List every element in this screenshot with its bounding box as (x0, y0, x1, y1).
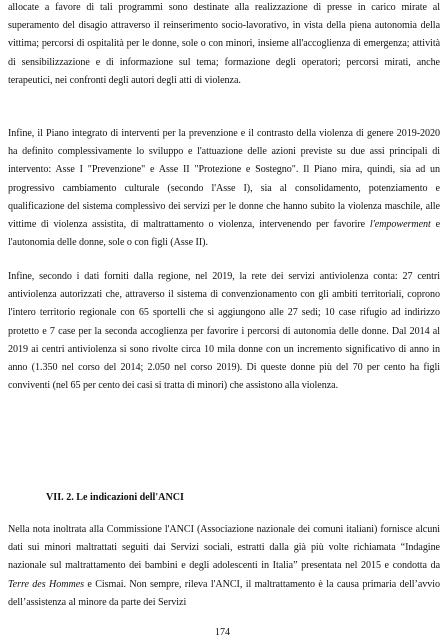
paragraph-programmi (8, 0, 440, 90)
terre-des-hommes-name: Terre des Hommes (8, 578, 85, 590)
paragraph-anci-nota-text-start: Nella nota inoltrata alla Commissione l'ANCI (Associazione nazionale dei comuni italiani) fornisce alcuni dati sui minori maltrattati seguiti dai Servizi sociali, estratti dalla già più volte richiamata “Indagine nazionale sul maltrattamento dei bambini e degli adolescenti in Italia” presentata nel 2015 e condotta da (8, 524, 440, 572)
empowerment-term: l'empowerment (369, 219, 431, 231)
paragraph-anci-nota-text-end: e Cismai. Non sempre, rileva l'ANCI, il maltrattamento è la causa primaria dell’avvio dell’assistenza al minore da parte dei Servizi (8, 578, 441, 608)
section-heading: VII. 2. Le indicazioni dell'ANCI (46, 492, 184, 503)
paragraph-programmi-text: allocate a favore di tali programmi sono destinate alla realizzazione di presse in carico mirate al superamento del disagio attraverso il reinserimento socio-lavorativo, in vista della piena autonomia della vittima; percorsi di ospitalità per le donne, sole o con minori, insieme all'accoglienza di emergenza; attività di sensibilizzazione e di informazione sul tema; formazione degli operatori; percorsi mirati, anche terapeutici, nei confronti degli autori degli atti di violenza. (8, 2, 440, 86)
paragraph-piano-integrato-text-end: e l'autonomia delle donne, sole o con figli (Asse II). (8, 219, 440, 249)
paragraph-rete-servizi-text: Infine, secondo i dati forniti dalla regione, nel 2019, la rete dei servizi antiviolenza conta: 27 centri antiviolenza autorizzati che, attraverso il sistema di convenzionamento con gli ambiti territoriali, coprono l'intero territorio regionale con 65 sportelli che si aggiungono alle 27 sedi; 10 case rifugio ad indirizzo protetto e 7 case per la seconda accoglienza per favorire i percorsi di autonomia delle donne. Dal 2014 al 2019 ai centri antiviolenza si sono rivolte circa 10 mila donne con un incremento significativo di anno in anno (1.350 nel corso del 2014; 2.050 nel corso 2019). Di queste donne più del 70 per cento ha figli conviventi (nel 65 per cento dei casi si tratta di minori) che assistono alla violenza. (8, 271, 440, 392)
paragraph-anci-nota (8, 521, 440, 612)
page-number: 174 (214, 627, 231, 638)
paragraph-rete-servizi (8, 268, 440, 395)
paragraph-piano-integrato-text-start: Infine, il Piano integrato di interventi per la prevenzione e il contrasto della violenza di genere 2019-2020 ha definito complessivamente lo sviluppo e l'attuazione delle azioni previste su due assi principali di intervento: Asse I "Prevenzione" e Asse II "Protezione e Sostegno". Il Piano mira, quindi, sia ad un progressivo cambiamento culturale (secondo l'Asse I), sia al consolidamento, potenziamento e qualificazione del sistema complessivo dei servizi per le donne che hanno subito la violenza maschile, alle vittime di violenza assistita, di maltrattamento o violenza, intervenendo per favorire (8, 128, 440, 231)
paragraph-piano-integrato (8, 125, 440, 252)
